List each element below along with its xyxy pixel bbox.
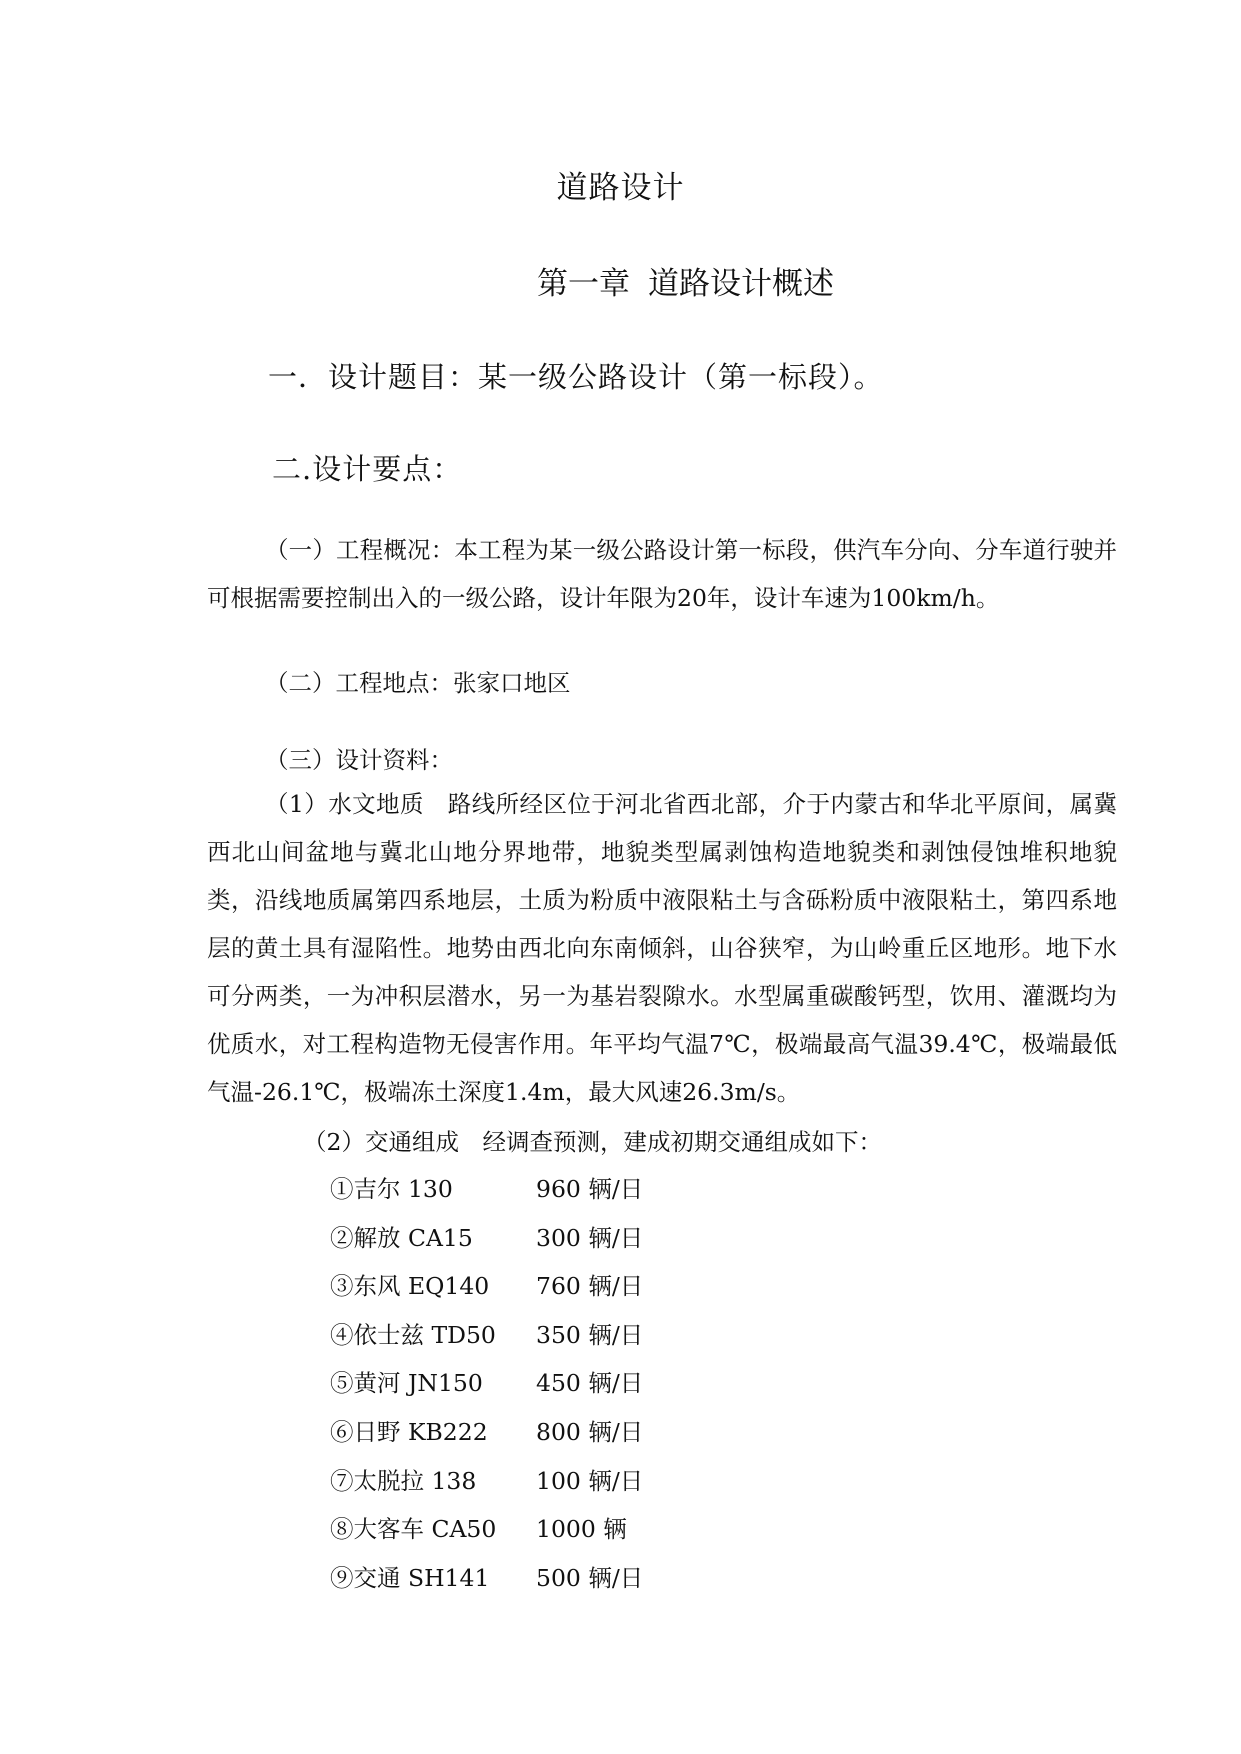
vehicle-count: 800 辆/日 <box>536 1417 644 1446</box>
list-item <box>330 1165 730 1214</box>
vehicle-name: ⑧大客车 CA50 <box>330 1515 497 1544</box>
chapter-heading <box>537 258 834 303</box>
section-heading-topic: 一．设计题目：某一级公路设计（第一标段）。 <box>268 360 884 394</box>
list-item <box>330 1457 730 1506</box>
design-data-heading: （三）设计资料： <box>265 746 453 774</box>
vehicle-count: 760 辆/日 <box>536 1272 644 1301</box>
chapter-label: 第一章 <box>537 266 630 302</box>
list-item <box>330 1311 730 1360</box>
list-item <box>330 1262 730 1311</box>
hydrology-geology-paragraph: （1）水文地质 路线所经区位于河北省西北部，介于内蒙古和华北平原间，属冀西北山间盆地与冀北山地分界地带，地貌类型属剥蚀构造地貌类和剥蚀侵蚀堆积地貌类，沿线地质属第四系地层，土质为粉质中液限粘土与含砾粉质中液限粘土，第四系地层的黄土具有湿陷性。地势由西北向东南倾斜，山谷狭窄，为山岭重丘区地形。地下水可分两类，一为冲积层潜水，另一为基岩裂隙水。水型属重碳酸钙型，饮用、灌溉均为优质水，对工程构造物无侵害作用。年平均气温7℃，极端最高气温39.4℃，极端最低气温-26.1℃，极端冻土深度1.4m，最大风速26.3m/s。 <box>207 790 1117 1106</box>
vehicle-count: 1000 辆 <box>536 1515 627 1544</box>
section-heading-key-points: 二.设计要点： <box>272 452 463 486</box>
vehicle-name: ⑦太脱拉 138 <box>330 1466 477 1495</box>
vehicle-count: 100 辆/日 <box>536 1466 644 1495</box>
traffic-composition-intro: （2）交通组成 经调查预测，建成初期交通组成如下： <box>303 1128 882 1156</box>
document-title: 道路设计 <box>556 170 685 206</box>
project-overview-paragraph: （一）工程概况：本工程为某一级公路设计第一标段，供汽车分向、分车道行驶并可根据需要控制出入的一级公路，设计年限为20年，设计车速为100km/h。 <box>207 536 1117 612</box>
vehicle-name: ④依士兹 TD50 <box>330 1320 496 1349</box>
vehicle-count: 350 辆/日 <box>536 1320 644 1349</box>
chapter-name: 道路设计概述 <box>648 266 834 302</box>
list-item <box>330 1554 730 1603</box>
vehicle-name: ②解放 CA15 <box>330 1223 473 1252</box>
vehicle-count: 500 辆/日 <box>536 1563 644 1592</box>
list-item <box>330 1408 730 1457</box>
list-item <box>330 1214 730 1263</box>
list-item <box>330 1505 730 1554</box>
vehicle-name: ③东风 EQ140 <box>330 1272 490 1301</box>
project-location-line: （二）工程地点：张家口地区 <box>265 669 571 697</box>
list-item <box>330 1359 730 1408</box>
vehicle-count: 300 辆/日 <box>536 1223 644 1252</box>
vehicle-list <box>330 1165 730 1602</box>
vehicle-name: ⑨交通 SH141 <box>330 1563 490 1592</box>
vehicle-name: ⑥日野 KB222 <box>330 1417 488 1446</box>
vehicle-count: 450 辆/日 <box>536 1369 644 1398</box>
vehicle-name: ⑤黄河 JN150 <box>330 1369 483 1398</box>
vehicle-count: 960 辆/日 <box>536 1175 644 1203</box>
vehicle-name: ①吉尔 130 <box>330 1175 453 1203</box>
